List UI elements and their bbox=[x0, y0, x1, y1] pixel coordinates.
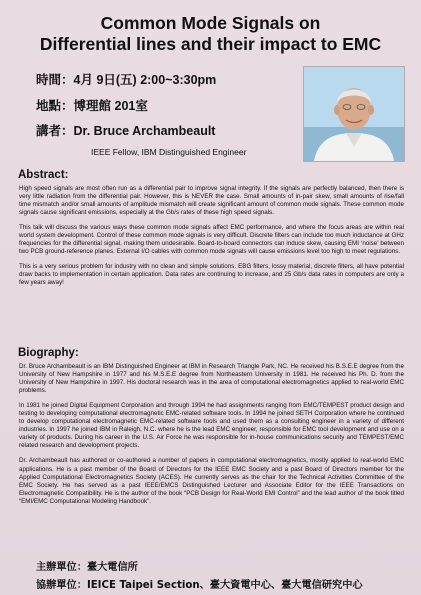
co-organizer-row bbox=[36, 576, 363, 591]
co-organizer-value: IEICE Taipei Section、臺大資電中心、臺大電信研究中心 bbox=[86, 580, 363, 591]
biography-paragraph: Dr. Bruce Archambeault is an IBM Distinguished Engineer at IBM in Research Triangle Park, NC. He received his B.S.E.E degree from the University of New Hampshire in 1977 and his M.S.E.E degree from Northeastern University in 1981. He received his Ph. D. from the University of New Hampshire in 1997. His doctoral research was in the area of computational electromagnetics applied to real-world EMC problems. bbox=[19, 363, 404, 395]
time-row bbox=[36, 73, 216, 87]
title-line-2: Differential lines and their impact to EMC bbox=[39, 34, 382, 54]
biography-paragraph: In 1981 he joined Digital Equipment Corporation and through 1994 he had assignments ranging from EMC/TEMPEST product design and testing to developing computational electromagnetic EMC-related software tools. In 1994 he joined SETH Corporation where he continued to develop computational electromagnetic EMC-related software tools and used them as a consulting engineer in a variety of different industries. In 1997 he joined IBM in Raleigh, N.C. where he is the lead EMC engineer, responsible for EMC tool development and use on a variety of products. During his career in the U.S. Air Force he was responsible for in-house communications security and TEMPEST/EMC related research and development projects. bbox=[19, 402, 404, 450]
location-label: 地點： bbox=[36, 98, 74, 113]
speaker-portrait-image bbox=[304, 67, 404, 161]
biography-paragraph: Dr. Archambeault has authored or co-authored a number of papers in computational electromagnetics, mostly applied to real-world EMC applications. He is a past member of the Board of Directors for the IEEE EMC Society and a past Board of Directors member for the Applied Computational Electromagnetics Society (ACES). He currently serves as the chair for the Technical Activities Committee of the EMC Society. He has served as a past IEEE/EMCS Distinguished Lecturer and Associate Editor for the IEEE Transactions on Electromagnetic Compatibility. He is the author of the book “PCB Design for Real-World EMI Control” and the lead author of the book titled “EMI/EMC Computational Modeling Handbook”. bbox=[19, 457, 404, 505]
co-organizer-label: 協辦單位： bbox=[36, 580, 87, 591]
abstract-heading: Abstract: bbox=[18, 169, 69, 181]
host-label: 主辦單位： bbox=[36, 562, 87, 573]
location-row bbox=[36, 99, 148, 113]
abstract-paragraph: High speed signals are most often run as a differential pair to improve signal integrity. If the signals are perfectly balanced, then there is very little radiation from the differential pair. However, this is NEVER the case. Small amounts of in-pair skew, small amounts of rise/fall time mismatch and/or small amounts of amplitude mismatch will create significant amount of common mode signals. These common mode signals cause significant emissions, especially at the Gb/s rates of these high speed signals. bbox=[19, 185, 404, 217]
poster-title bbox=[0, 13, 421, 55]
biography-body bbox=[19, 363, 404, 513]
speaker-row bbox=[36, 124, 215, 138]
abstract-body bbox=[19, 185, 404, 295]
host-row bbox=[36, 558, 138, 573]
biography-heading: Biography: bbox=[18, 347, 79, 359]
speaker-label: 講者： bbox=[36, 123, 74, 138]
speaker-name: Dr. Bruce Archambeault bbox=[73, 124, 216, 138]
time-value: 4月 9日(五) 2:00~3:30pm bbox=[73, 73, 217, 87]
speaker-affiliation: IEEE Fellow, IBM Distinguished Engineer bbox=[91, 147, 247, 157]
host-value: 臺大電信所 bbox=[86, 562, 138, 573]
abstract-paragraph: This talk will discuss the various ways these common mode signals affect EMC performance, and where the focus areas are within real world system development. Control of these common mode signals is very difficult. Discrete filters can include too much inductance at GHz frequencies for the differential signal, making them undesirable. Board-to-board connectors can induce skew, causing EMI ‘noise’ between two PCB ground-reference planes. External I/O cables with common mode signals will cause emissions level too high to meet regulations. bbox=[19, 224, 404, 256]
speaker-photo bbox=[303, 66, 405, 162]
title-line-1: Common Mode Signals on bbox=[100, 13, 321, 33]
abstract-paragraph: This is a very serious problem for industry with no clean and simple solutions. EBG filters, lossy material, discrete filters, all have potential draw backs to implementation in certain application. Data rates are continuing to increase, and 25 Gb/s data rates in computers are only a few years away! bbox=[19, 263, 404, 287]
time-label: 時間： bbox=[36, 72, 74, 87]
location-value: 博理館 201室 bbox=[73, 99, 148, 113]
